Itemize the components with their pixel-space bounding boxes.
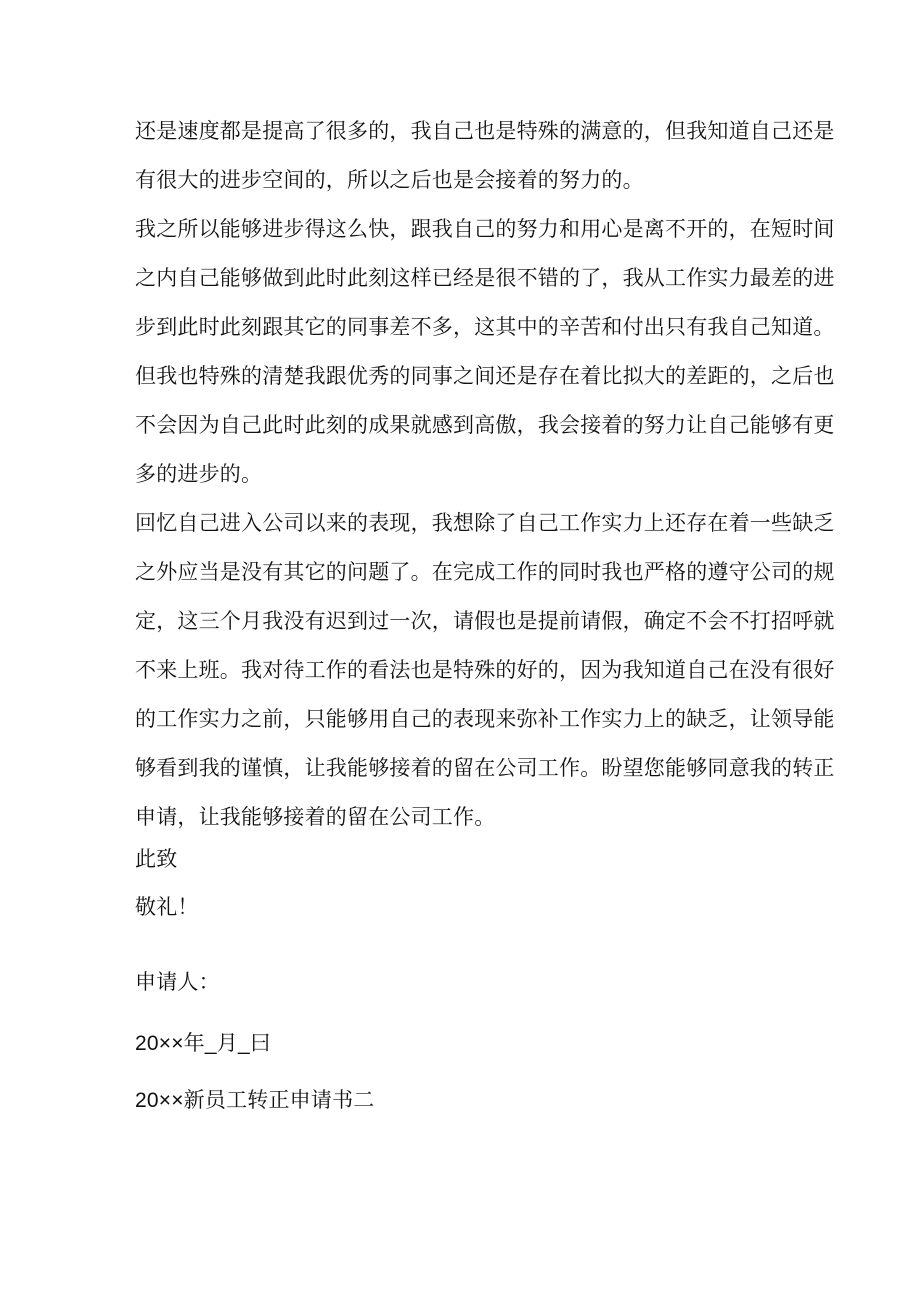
closing-greeting: 此致	[135, 847, 178, 871]
paragraph-3	[135, 352, 835, 499]
paragraph-3-line-3: 多的进步的。	[135, 462, 263, 486]
paragraph-4-line-1: 回忆自己进入公司以来的表现，我想除了自己工作实力上还存在着一些缺乏	[135, 511, 835, 535]
paragraph-2-line-2: 之内自己能够做到此时此刻这样已经是很不错的了，我从工作实力最差的进	[135, 266, 835, 290]
paragraph-4-line-6: 够看到我的谨慎，让我能够接着的留在公司工作。盼望您能够同意我的转正	[135, 756, 835, 780]
paragraph-2-line-3: 步到此时此刻跟其它的同事差不多，这其中的辛苦和付出只有我自己知道。	[135, 315, 835, 339]
paragraph-4	[135, 499, 835, 842]
next-document-title: 20××新员工转正申请书二	[135, 1089, 375, 1112]
applicant-label: 申请人：	[135, 970, 220, 994]
paragraph-3-line-2: 不会因为自己此时此刻的成果就感到高傲，我会接着的努力让自己能够有更	[135, 413, 835, 437]
paragraph-4-line-2: 之外应当是没有其它的问题了。在完成工作的同时我也严格的遵守公司的规	[135, 560, 835, 584]
paragraph-4-line-7: 申请，让我能够接着的留在公司工作。	[135, 805, 496, 829]
paragraph-1	[135, 107, 835, 205]
closing-salute: 敬礼！	[135, 895, 199, 919]
paragraph-1-line-2: 有很大的进步空间的，所以之后也是会接着的努力的。	[135, 168, 644, 192]
paragraph-1-line-1: 还是速度都是提高了很多的，我自己也是特殊的满意的，但我知道自己还是	[135, 119, 835, 143]
paragraph-2	[135, 205, 835, 352]
paragraph-4-line-3: 定，这三个月我没有迟到过一次，请假也是提前请假，确定不会不打招呼就	[135, 609, 835, 633]
date-line: 20××年_月_曰	[135, 1032, 272, 1055]
paragraph-4-line-4: 不来上班。我对待工作的看法也是特殊的好的，因为我知道自己在没有很好	[135, 658, 835, 682]
paragraph-3-line-1: 但我也特殊的清楚我跟优秀的同事之间还是存在着比拟大的差距的，之后也	[135, 364, 835, 388]
paragraph-2-line-1: 我之所以能够进步得这么快，跟我自己的努力和用心是离不开的，在短时间	[135, 217, 835, 241]
paragraph-4-line-5: 的工作实力之前，只能够用自己的表现来弥补工作实力上的缺乏，让领导能	[135, 707, 835, 731]
